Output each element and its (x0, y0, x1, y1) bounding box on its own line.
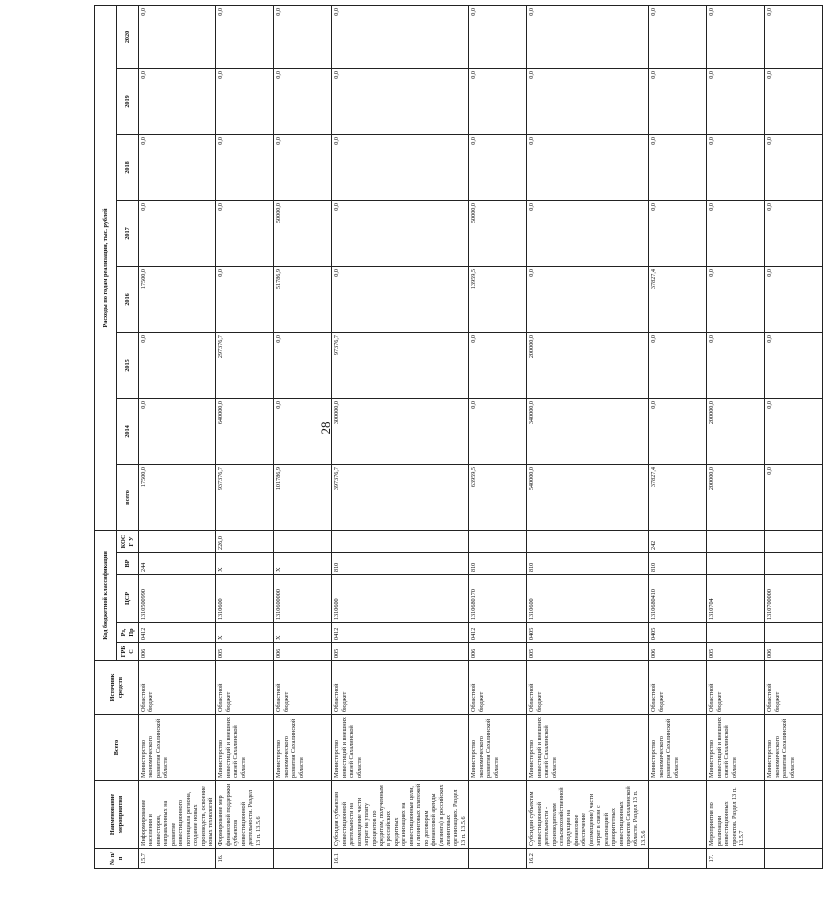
row-year-value: 0,0 (649, 5, 707, 68)
row-total: 937376,7 (216, 464, 274, 530)
row-executor: Министерство экономического развития Сахалинской области (649, 715, 707, 781)
row-year-value: 340000,0 (527, 398, 649, 464)
row-source: Областной бюджет (216, 661, 274, 715)
row-grbs: 005 (527, 643, 649, 661)
row-year-value: 200000,0 (707, 398, 765, 464)
row-year-value: 0,0 (469, 5, 527, 68)
row-kosgu (707, 530, 765, 552)
row-rzpr: 0412 (139, 623, 216, 643)
row-csr: 1310600 (332, 575, 469, 623)
row-kosgu (527, 530, 649, 552)
row-year-value: 0,0 (469, 398, 527, 464)
row-name: Мероприятия по реализации инвестиционных проектов. Раздел 13 п. 13.5.7 (707, 781, 765, 849)
row-vr: 810 (332, 553, 469, 575)
row-no: 16.2 (527, 849, 649, 869)
row-year-value: 0,0 (216, 5, 274, 68)
row-kosgu: 242 (649, 530, 707, 552)
row-no (649, 849, 707, 869)
row-year-value: 0,0 (707, 68, 765, 134)
row-executor: Министерство экономического развития Сахалинской области (139, 715, 216, 781)
header-spend-group: Расходы по годам реализации, тыс. рублей (95, 5, 117, 530)
row-year-value: 0,0 (649, 68, 707, 134)
row-executor: Министерство инвестиций и внешних связей Сахалинской области (707, 715, 765, 781)
row-csr: 1310500990 (139, 575, 216, 623)
row-year-value: 0,0 (527, 200, 649, 266)
row-year-value: 0,0 (765, 68, 823, 134)
row-total: 37827,4 (649, 464, 707, 530)
row-year-value: 0,0 (649, 332, 707, 398)
row-year-value: 0,0 (332, 266, 469, 332)
table-row (765, 5, 823, 868)
header-year-2017: 2017 (117, 200, 139, 266)
row-rzpr: 0405 (649, 623, 707, 643)
row-grbs: 006 (469, 643, 527, 661)
row-year-value: 0,0 (139, 332, 216, 398)
row-year-value: 0,0 (649, 200, 707, 266)
table-row (274, 5, 332, 868)
header-rzpr: Рз, Пр (117, 623, 139, 643)
row-year-value: 0,0 (139, 5, 216, 68)
row-source: Областной бюджет (527, 661, 649, 715)
row-kosgu (469, 530, 527, 552)
row-total: 101786,9 (274, 464, 332, 530)
row-year-value: 0,0 (332, 134, 469, 200)
row-vr: 244 (139, 553, 216, 575)
row-year-value: 0,0 (216, 266, 274, 332)
row-grbs: 006 (274, 643, 332, 661)
row-year-value: 0,0 (765, 5, 823, 68)
row-year-value: 17500,0 (139, 266, 216, 332)
row-total: 0,0 (765, 464, 823, 530)
row-csr: 1310680170 (469, 575, 527, 623)
row-source: Областной бюджет (332, 661, 469, 715)
table-row (649, 5, 707, 868)
row-source: Областной бюджет (765, 661, 823, 715)
row-no: 16. (216, 849, 274, 869)
row-year-value: 0,0 (527, 266, 649, 332)
row-year-value: 0,0 (469, 134, 527, 200)
row-source: Областной бюджет (139, 661, 216, 715)
budget-table (94, 5, 823, 869)
row-year-value: 0,0 (274, 5, 332, 68)
row-name (274, 781, 332, 849)
row-year-value: 0,0 (332, 5, 469, 68)
row-year-value: 0,0 (707, 5, 765, 68)
row-vr: Х (274, 553, 332, 575)
row-year-value: 0,0 (216, 68, 274, 134)
row-csr: 1310600 (527, 575, 649, 623)
row-year-value: 640000,0 (216, 398, 274, 464)
header-name: Наименование мероприятия (95, 781, 139, 849)
header-no: № п/п (95, 849, 139, 869)
row-year-value: 0,0 (274, 134, 332, 200)
row-year-value: 0,0 (765, 200, 823, 266)
row-executor: Министерство инвестиций и внешних связей Сахалинской области (527, 715, 649, 781)
row-year-value: 0,0 (527, 134, 649, 200)
row-year-value: 0,0 (649, 398, 707, 464)
row-source: Областной бюджет (274, 661, 332, 715)
header-year-2019: 2019 (117, 68, 139, 134)
row-rzpr: 0412 (332, 623, 469, 643)
row-grbs: 006 (649, 643, 707, 661)
row-year-value: 0,0 (649, 134, 707, 200)
row-executor: Министерство экономического развития Сахалинской области (469, 715, 527, 781)
row-executor: Министерство экономического развития Сахалинской области (274, 715, 332, 781)
row-name: Формирование мер финансовой поддержки субъектов инвестиционной деятельности. Раздел 13 п. 13.5.6 (216, 781, 274, 849)
header-year-2018: 2018 (117, 134, 139, 200)
row-year-value: 297376,7 (216, 332, 274, 398)
row-year-value: 0,0 (527, 5, 649, 68)
row-year-value: 0,0 (139, 68, 216, 134)
row-year-value: 0,0 (216, 134, 274, 200)
row-rzpr: Х (216, 623, 274, 643)
header-kosgu: КОСГ У (117, 530, 139, 552)
header-year-2014: 2014 (117, 398, 139, 464)
row-vr: 810 (649, 553, 707, 575)
row-kosgu (139, 530, 216, 552)
row-year-value: 0,0 (332, 200, 469, 266)
row-rzpr (765, 623, 823, 643)
row-year-value: 200000,0 (527, 332, 649, 398)
header-code-group: Код бюджетной классификации (95, 530, 117, 660)
row-executor: Министерство инвестиций и внешних связей Сахалинской области (332, 715, 469, 781)
row-grbs: 006 (765, 643, 823, 661)
row-year-value: 0,0 (765, 266, 823, 332)
row-total: 17500,0 (139, 464, 216, 530)
row-csr: 1310600 (216, 575, 274, 623)
row-grbs: 005 (216, 643, 274, 661)
row-year-value: 0,0 (332, 68, 469, 134)
row-year-value: 37827,4 (649, 266, 707, 332)
row-year-value: 0,0 (139, 134, 216, 200)
row-year-value: 300000,0 (332, 398, 469, 464)
row-rzpr: 0405 (527, 623, 649, 643)
header-executor: Всего (95, 715, 139, 781)
header-row-1 (95, 5, 117, 868)
rotated-table-wrapper (94, 6, 796, 869)
row-year-value: 0,0 (707, 266, 765, 332)
row-year-value: 51786,9 (274, 266, 332, 332)
row-name: Субсидии субъектам инвестиционной деятельности - производителям сельскохозяйственной продукции на финансовое обеспечение (возмещение) части затрат в связи с реализацией приоритетных инвестиционных проектов Сахалинской области. Раздел 13 п. 13.5.6 (527, 781, 649, 849)
row-no: 17. (707, 849, 765, 869)
row-year-value: 0,0 (139, 200, 216, 266)
table-row (527, 5, 649, 868)
row-year-value: 97376,7 (332, 332, 469, 398)
row-year-value: 0,0 (527, 68, 649, 134)
table-body (139, 5, 823, 868)
row-csr: 1310680410 (649, 575, 707, 623)
row-year-value: 13959,5 (469, 266, 527, 332)
table-row (139, 5, 216, 868)
row-no: 16.1 (332, 849, 469, 869)
row-no (469, 849, 527, 869)
header-csr: ЦСР (117, 575, 139, 623)
row-kosgu (332, 530, 469, 552)
row-year-value: 0,0 (707, 134, 765, 200)
row-executor: Министерство инвестиций и внешних связей Сахалинской области (216, 715, 274, 781)
row-grbs: 005 (332, 643, 469, 661)
row-rzpr: Х (274, 623, 332, 643)
row-year-value: 0,0 (765, 398, 823, 464)
row-year-value: 0,0 (469, 68, 527, 134)
row-csr: 1310700000 (765, 575, 823, 623)
row-kosgu: 226,0 (216, 530, 274, 552)
row-year-value: 0,0 (707, 200, 765, 266)
row-name (765, 781, 823, 849)
row-csr: 1310704 (707, 575, 765, 623)
row-grbs: 005 (707, 643, 765, 661)
table-row (332, 5, 469, 868)
row-vr: Х (216, 553, 274, 575)
row-year-value: 0,0 (274, 332, 332, 398)
row-kosgu (765, 530, 823, 552)
row-total: 397376,7 (332, 464, 469, 530)
row-kosgu (274, 530, 332, 552)
row-name (469, 781, 527, 849)
table-row (469, 5, 527, 868)
table-row (216, 5, 274, 868)
header-vr: ВР (117, 553, 139, 575)
row-grbs: 006 (139, 643, 216, 661)
page-number: 28 (318, 421, 333, 435)
header-total: всего (117, 464, 139, 530)
row-total: 63959,5 (469, 464, 527, 530)
row-vr: 810 (527, 553, 649, 575)
row-vr: 810 (469, 553, 527, 575)
row-executor: Министерство экономического развития Сахалинской области (765, 715, 823, 781)
row-total: 200000,0 (707, 464, 765, 530)
row-source: Областной бюджет (707, 661, 765, 715)
row-year-value: 0,0 (707, 332, 765, 398)
header-year-2016: 2016 (117, 266, 139, 332)
row-year-value: 0,0 (469, 332, 527, 398)
row-name (649, 781, 707, 849)
row-vr (765, 553, 823, 575)
header-grbs: ГРБС (117, 643, 139, 661)
row-year-value: 0,0 (274, 398, 332, 464)
row-csr: 1310600000 (274, 575, 332, 623)
row-no (274, 849, 332, 869)
row-rzpr (707, 623, 765, 643)
row-name: Информирование населения и инвесторов, направленных на развитие инвестиционного потенциала региона, создание новых производств, освоение новых технологий (139, 781, 216, 849)
header-source: Источник средств (95, 661, 139, 715)
header-year-2020: 2020 (117, 5, 139, 68)
row-rzpr: 0412 (469, 623, 527, 643)
row-vr (707, 553, 765, 575)
table-row (707, 5, 765, 868)
row-no (765, 849, 823, 869)
row-year-value: 0,0 (765, 332, 823, 398)
row-source: Областной бюджет (649, 661, 707, 715)
row-no: 15.7 (139, 849, 216, 869)
header-year-2015: 2015 (117, 332, 139, 398)
row-year-value: 0,0 (216, 200, 274, 266)
row-year-value: 50000,0 (274, 200, 332, 266)
row-year-value: 0,0 (139, 398, 216, 464)
row-year-value: 50000,0 (469, 200, 527, 266)
row-year-value: 0,0 (765, 134, 823, 200)
row-name: Субсидия субъектам инвестиционной деятельности на возмещение части затрат на уплату процентов по кредитам, полученным в российских кредитных организациях на инвестиционные цели, и лизинговых платежей по договорам финансовой аренды (лизинга) в российских лизинговых организациях. Раздел 13 п. 13.5.6 (332, 781, 469, 849)
row-year-value: 0,0 (274, 68, 332, 134)
row-total: 540000,0 (527, 464, 649, 530)
row-source: Областной бюджет (469, 661, 527, 715)
